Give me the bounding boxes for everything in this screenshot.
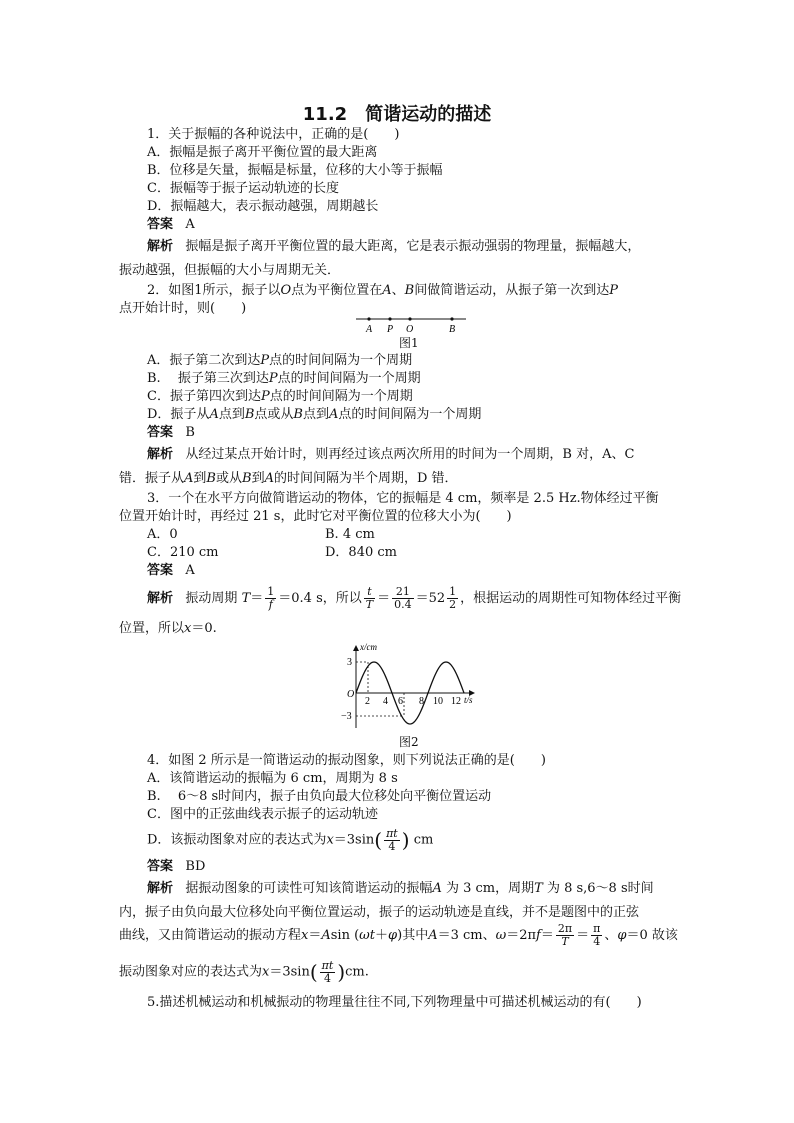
fraction-pi-over-4 xyxy=(591,923,602,948)
denominator: 4 xyxy=(388,839,396,853)
point-o-dot xyxy=(408,317,411,320)
q4-analysis-line-1 xyxy=(147,880,654,898)
q2-stem-line-2: 点开始计时，则( ) xyxy=(119,301,247,316)
numerator: πt xyxy=(321,958,334,972)
x-tick-10: 10 xyxy=(433,696,443,707)
point-p: P xyxy=(260,389,270,404)
q3-option-c: C．210 cm xyxy=(147,545,219,560)
analysis-text: 从经过某点开始计时，则再经过该点两次所用的时间为一个周期，B 对，A、C xyxy=(185,447,635,462)
q3-option-a: A．0 xyxy=(147,527,178,542)
q2-option-text: D．振子从 xyxy=(147,407,210,422)
answer-value: A xyxy=(185,217,195,232)
var-f: f xyxy=(536,928,541,943)
analysis-text: ＝0 故该 xyxy=(626,928,678,943)
answer-label: 答案 xyxy=(147,563,174,578)
q2-option-text: 点到 xyxy=(218,407,245,422)
answer-value: BD xyxy=(185,859,206,874)
q2-option-text: 点或从 xyxy=(254,407,294,422)
q2-analysis-line-1 xyxy=(147,446,634,464)
denominator: T xyxy=(365,598,374,611)
var-x: x xyxy=(262,964,270,980)
q2-option-text: 点的时间间隔为一个周期 xyxy=(269,353,413,368)
x-tick-4: 4 xyxy=(383,696,388,707)
var-phi: φ xyxy=(617,928,627,943)
analysis-text: 到 xyxy=(251,471,265,486)
point-p: P xyxy=(268,371,278,386)
analysis-text: ＝3 cm、 xyxy=(437,928,496,943)
y-axis-label: x/cm xyxy=(360,642,377,652)
q4-option-text: D．该振动图象对应的表达式为 xyxy=(147,832,327,848)
analysis-text: ，根据运动的周期性可知物体经过平衡 xyxy=(460,591,682,606)
q2-stem-text: 点为平衡位置在 xyxy=(291,283,383,298)
point-a: A xyxy=(264,471,274,486)
equals: ＝ xyxy=(540,928,554,943)
denominator: 0.4 xyxy=(394,598,412,611)
analysis-text: 振动图象对应的表达式为 xyxy=(119,964,263,980)
figure-2-caption: 图2 xyxy=(399,735,419,749)
denominator: 2 xyxy=(449,598,457,611)
q3-answer xyxy=(147,562,195,580)
fraction-t-over-t xyxy=(364,586,375,611)
fraction-2pi-over-t xyxy=(556,923,574,948)
q2-stem-text: 间做简谐运动，从振子第一次到达 xyxy=(414,283,610,298)
point-a: A xyxy=(382,283,392,298)
q1-option-b: B．位移是矢量，振幅是标量，位移的大小等于振幅 xyxy=(147,163,443,178)
fraction-21-over-0.4 xyxy=(392,586,414,611)
q1-answer xyxy=(147,216,195,234)
q2-option-b xyxy=(147,370,421,388)
point-b: B xyxy=(206,471,216,486)
equals: ＝ xyxy=(377,591,391,606)
q1-analysis-line-2: 振动越强，但振幅的大小与周期无关． xyxy=(119,263,341,278)
q2-analysis-line-2 xyxy=(119,470,458,488)
q4-option-c: C．图中的正弦曲线表示振子的运动轨迹 xyxy=(147,807,378,822)
point-b: B xyxy=(404,283,415,298)
x-tick-6: 6 xyxy=(398,696,403,707)
analysis-label: 解析 xyxy=(147,239,174,254)
q1-option-d: D．振幅越大，表示振动越强，周期越长 xyxy=(147,199,379,214)
q1-analysis-line-1 xyxy=(147,238,640,256)
analysis-text: 位置，所以 xyxy=(119,621,185,636)
q2-option-text: B. 振子第三次到达 xyxy=(147,371,269,386)
analysis-text: 据振动图象的可读性可知该简谐运动的振幅 xyxy=(185,881,433,896)
denominator: 4 xyxy=(593,935,601,948)
q2-stem-line-1 xyxy=(147,282,618,300)
fig1-label-b: B xyxy=(449,324,456,335)
numerator: πt xyxy=(386,826,398,840)
analysis-text: )其中 xyxy=(397,928,429,943)
fig1-label-a: A xyxy=(366,324,373,335)
equals: ＝ xyxy=(250,591,264,606)
numerator: 1 xyxy=(267,585,275,598)
numerator: π xyxy=(593,922,601,935)
equals: ＝ xyxy=(308,928,322,943)
q4-answer xyxy=(147,858,205,876)
analysis-text: 曲线，又由简谐运动的振动方程 xyxy=(119,928,302,943)
q1-stem: 1．关于振幅的各种说法中，正确的是( ) xyxy=(147,127,400,142)
point-p: P xyxy=(609,283,618,298)
analysis-text: 到 xyxy=(193,471,207,486)
point-a: A xyxy=(329,407,339,422)
q4-option-a: A．该简谐运动的振幅为 6 cm，周期为 8 s xyxy=(147,771,398,786)
q5-stem: 5.描述机械运动和机械振动的物理量往往不同,下列物理量中可描述机械运动的有( ) xyxy=(147,995,642,1010)
q2-option-text: C．振子第四次到达 xyxy=(147,389,261,404)
point-o: O xyxy=(280,283,292,298)
fig1-label-p: P xyxy=(387,324,394,335)
y-tick-neg3: −3 xyxy=(341,711,352,722)
var-omega-t: ωt xyxy=(359,928,375,943)
x-tick-2: 2 xyxy=(365,696,370,707)
denominator: f xyxy=(268,598,273,611)
analysis-text: 错．振子从 xyxy=(119,471,185,486)
var-x: x xyxy=(326,832,334,848)
equals: ＝ xyxy=(576,928,590,943)
q2-option-text: A．振子第二次到达 xyxy=(147,353,261,368)
point-b: B xyxy=(293,407,303,422)
q4-option-d: D．该振动图象对应的表达式为x＝3sin( $\frac{\pi t}{4}$ ) cm xyxy=(147,826,434,853)
analysis-label: 解析 xyxy=(147,591,174,606)
analysis-label: 解析 xyxy=(147,447,174,462)
var-a: A xyxy=(428,928,438,943)
denominator: T xyxy=(561,935,569,948)
analysis-text: 为 8 s,6～8 s时间 xyxy=(546,881,654,896)
analysis-text: ＝2π xyxy=(506,928,537,943)
var-x: x xyxy=(301,928,309,943)
analysis-text: 振动周期 xyxy=(185,591,238,606)
plus: ＋ xyxy=(375,928,389,943)
analysis-text: ＝3sin xyxy=(269,964,310,980)
answer-label: 答案 xyxy=(147,859,174,874)
analysis-text: sin ( xyxy=(330,928,360,943)
var-a: A xyxy=(321,928,331,943)
var-t: T xyxy=(241,591,251,606)
fraction-pit-over-4 xyxy=(320,960,336,985)
separator: 、 xyxy=(391,283,405,298)
q2-option-text: 点的时间间隔为一个周期 xyxy=(338,407,482,422)
analysis-text: ＝52 xyxy=(415,591,446,606)
fig1-label-o: O xyxy=(406,324,414,335)
q4-option-text: ＝3sin xyxy=(333,832,375,848)
y-tick-3: 3 xyxy=(347,657,352,668)
q2-answer xyxy=(147,424,195,442)
var-t: T xyxy=(534,881,543,896)
point-a: A xyxy=(209,407,219,422)
var-x: x xyxy=(184,621,192,636)
analysis-label: 解析 xyxy=(147,881,174,896)
figure-2-graph xyxy=(336,640,486,730)
q3-option-b: B. 4 cm xyxy=(325,527,375,542)
point-b: B xyxy=(242,471,252,486)
q4-analysis-line-2: 内，振子由负向最大位移处向平衡位置运动，振子的运动轨迹是直线，并不是题图中的正弦 xyxy=(119,905,640,920)
point-a-dot xyxy=(367,317,370,320)
q1-option-c: C．振幅等于振子运动轨迹的长度 xyxy=(147,181,339,196)
x-axis-label: t/s xyxy=(464,695,473,705)
point-p: P xyxy=(260,353,270,368)
q2-stem-text: 2．如图1所示，振子以 xyxy=(147,283,281,298)
var-a: A xyxy=(432,881,442,896)
answer-label: 答案 xyxy=(147,217,174,232)
answer-value: A xyxy=(185,563,195,578)
numerator: 2π xyxy=(557,922,573,935)
q3-stem-line-2: 位置开始计时，再经过 21 s，此时它对平衡位置的位移大小为( ) xyxy=(119,509,512,524)
separator: 、 xyxy=(604,928,618,943)
q2-option-text: 点到 xyxy=(302,407,329,422)
numerator: 21 xyxy=(392,586,414,599)
origin-label: O xyxy=(347,689,355,700)
point-p-dot xyxy=(388,317,391,320)
unit-cm: cm. xyxy=(345,964,369,980)
q4-option-b: B. 6～8 s时间内，振子由负向最大位移处向平衡位置运动 xyxy=(147,789,492,804)
denominator: 4 xyxy=(323,971,331,985)
fraction-half xyxy=(447,586,458,611)
point-b-dot xyxy=(450,317,453,320)
q4-analysis-line-3 xyxy=(119,922,678,950)
q2-option-text: 点的时间间隔为一个周期 xyxy=(277,371,421,386)
q4-stem: 4．如图 2 所示是一简谐运动的振动图象，则下列说法正确的是( ) xyxy=(147,753,546,768)
page-title: 11.2 简谐运动的描述 xyxy=(302,104,492,125)
var-omega: ω xyxy=(495,928,507,943)
point-a: A xyxy=(184,471,194,486)
var-phi: φ xyxy=(388,928,398,943)
numerator: t xyxy=(364,586,375,599)
q2-option-text: 点的时间间隔为一个周期 xyxy=(269,389,413,404)
x-tick-8: 8 xyxy=(419,696,424,707)
q3-analysis-line-1 xyxy=(147,585,681,613)
analysis-text: 为 3 cm，周期 xyxy=(445,881,535,896)
x-tick-12: 12 xyxy=(451,696,461,707)
q2-option-c xyxy=(147,388,413,406)
q2-option-a xyxy=(147,352,412,370)
answer-value: B xyxy=(185,425,195,440)
analysis-text: ＝0.4 s，所以 xyxy=(278,591,362,606)
unit-cm: cm xyxy=(413,832,434,848)
q2-option-d xyxy=(147,406,481,424)
q3-stem-line-1: 3．一个在水平方向做简谐运动的物体，它的振幅是 4 cm，频率是 2.5 Hz.物体经过平衡 xyxy=(147,491,659,506)
numerator: 1 xyxy=(449,585,457,598)
q3-option-d: D．840 cm xyxy=(325,545,397,560)
q1-option-a: A．振幅是振子离开平衡位置的最大距离 xyxy=(147,145,378,160)
point-b: B xyxy=(244,407,255,422)
analysis-text: 振幅是振子离开平衡位置的最大距离，它是表示振动强弱的物理量，振幅越大， xyxy=(185,239,641,254)
q3-analysis-line-2 xyxy=(119,620,217,638)
q4-analysis-line-4: 振动图象对应的表达式为x＝3sin( $\frac{\pi t}{4}$ )cm. xyxy=(119,958,369,985)
answer-label: 答案 xyxy=(147,425,174,440)
figure-1-caption: 图1 xyxy=(399,336,419,350)
analysis-text: 或从 xyxy=(215,471,242,486)
fraction-1-over-f xyxy=(265,586,276,611)
fraction-pit-over-4 xyxy=(384,828,400,853)
analysis-text: 的时间间隔为半个周期，D 错． xyxy=(273,471,458,486)
analysis-text: ＝0. xyxy=(191,621,217,636)
